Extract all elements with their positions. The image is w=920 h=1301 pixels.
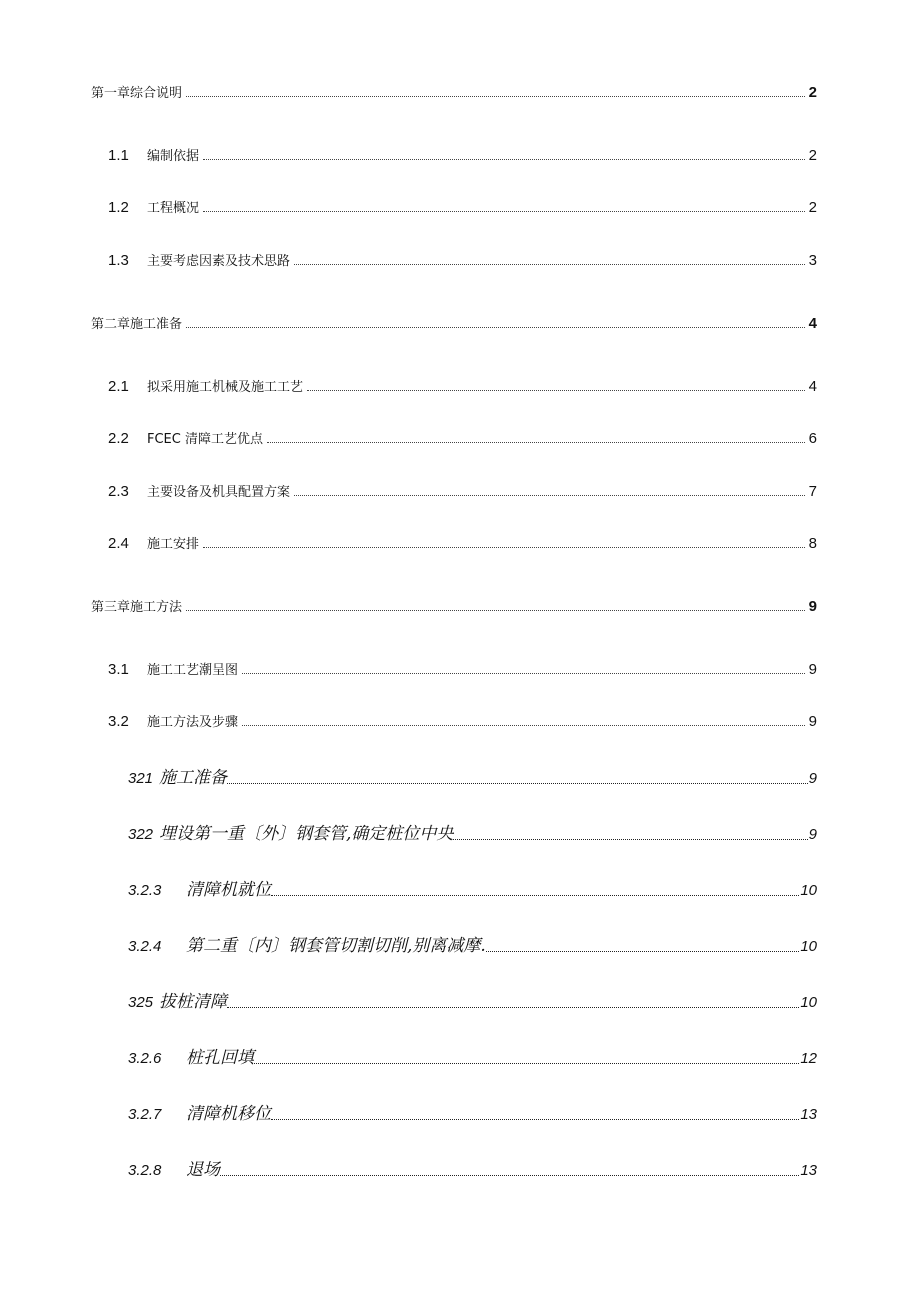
toc-entry-page: 7	[808, 483, 817, 500]
toc-entry-number: 3.2.7	[128, 1106, 162, 1123]
toc-entry-page: 3	[808, 252, 817, 269]
toc-entry-3-2-5[interactable]	[128, 987, 817, 1012]
toc-entry-2-3[interactable]	[108, 481, 817, 500]
toc-entry-title: 工程概况	[147, 201, 200, 216]
toc-entry-page: 10	[800, 938, 817, 955]
toc-entry-title: 清障机移位	[186, 1104, 271, 1124]
toc-entry-page: 13	[800, 1162, 817, 1179]
toc-entry-page: 6	[808, 430, 817, 447]
toc-entry-title: 第一章综合说明	[91, 86, 183, 101]
toc-entry-title: 施工方法及步骤	[147, 715, 239, 730]
dot-leader	[307, 389, 805, 391]
toc-entry-number: 2.3	[108, 483, 129, 500]
toc-entry-title: 编制依据	[147, 149, 200, 164]
dot-leader	[203, 210, 805, 212]
dot-leader	[186, 95, 805, 97]
toc-entry-page: 9	[808, 770, 817, 787]
toc-entry-1-1[interactable]	[108, 145, 817, 164]
toc-entry-chapter-2[interactable]	[91, 313, 817, 332]
toc-entry-title: 拟采用施工机械及施工工艺	[147, 380, 304, 395]
dot-leader	[242, 724, 805, 726]
toc-entry-title: 第二重〔内〕钢套管切割切削,别离减摩.	[186, 936, 486, 956]
toc-entry-2-2[interactable]	[108, 428, 817, 447]
dot-leader	[227, 1006, 799, 1008]
toc-entry-number: 3.1	[108, 661, 129, 678]
toc-entry-number: 321	[128, 770, 154, 787]
toc-entry-3-2-2[interactable]	[128, 819, 817, 844]
toc-entry-number: 1.2	[108, 199, 129, 216]
toc-entry-chapter-3[interactable]	[91, 596, 817, 615]
toc-entry-number: 3.2.8	[128, 1162, 162, 1179]
toc-entry-3-2-3[interactable]	[128, 875, 817, 900]
toc-entry-number: 2.2	[108, 430, 129, 447]
toc-entry-title: 施工安排	[147, 537, 200, 552]
toc-entry-number: 322	[128, 826, 154, 843]
toc-entry-title: 施工工艺潮呈图	[147, 663, 239, 678]
toc-entry-3-2[interactable]	[108, 711, 817, 730]
dot-leader	[271, 1118, 799, 1120]
toc-entry-1-3[interactable]	[108, 250, 817, 269]
toc-entry-title: 第二章施工准备	[91, 317, 183, 332]
dot-leader	[203, 158, 805, 160]
toc-entry-page: 4	[808, 378, 817, 395]
toc-entry-title: 施工准备	[159, 768, 228, 788]
toc-entry-3-2-7[interactable]	[128, 1099, 817, 1124]
toc-entry-3-2-1[interactable]	[128, 763, 817, 788]
dot-leader	[186, 326, 805, 328]
toc-entry-number: 3.2.3	[128, 882, 162, 899]
toc-entry-page: 8	[808, 535, 817, 552]
dot-leader	[453, 838, 807, 840]
toc-entry-number: 325	[128, 994, 154, 1011]
toc-entry-title: 第三章施工方法	[91, 600, 183, 615]
toc-entry-page: 10	[800, 882, 817, 899]
toc-entry-title: FCEC 清障工艺优点	[147, 432, 263, 447]
dot-leader	[186, 609, 805, 611]
toc-entry-page: 2	[808, 147, 817, 164]
toc-entry-chapter-1[interactable]	[91, 82, 817, 101]
toc-entry-page: 12	[800, 1050, 817, 1067]
toc-entry-number: 2.1	[108, 378, 129, 395]
dot-leader	[294, 494, 805, 496]
toc-entry-page: 4	[808, 315, 817, 332]
dot-leader	[271, 894, 799, 896]
dot-leader	[486, 950, 800, 952]
toc-entry-page: 9	[808, 713, 817, 730]
toc-entry-title: 桩孔回填	[186, 1048, 254, 1068]
toc-entry-title: 退场	[186, 1160, 220, 1180]
toc-entry-2-1[interactable]	[108, 376, 817, 395]
toc-entry-page: 2	[808, 199, 817, 216]
toc-entry-page: 9	[808, 598, 817, 615]
toc-entry-page: 2	[808, 84, 817, 101]
toc-entry-3-2-6[interactable]	[128, 1043, 817, 1068]
toc-entry-3-1[interactable]	[108, 659, 817, 678]
toc-entry-number: 2.4	[108, 535, 129, 552]
dot-leader	[242, 672, 805, 674]
toc-entry-number: 1.3	[108, 252, 129, 269]
toc-entry-title: 拔桩清障	[159, 992, 228, 1012]
toc-entry-number: 3.2.6	[128, 1050, 162, 1067]
toc-entry-title: 埋设第一重〔外〕钢套管,确定桩位中央	[159, 824, 454, 844]
toc-entry-1-2[interactable]	[108, 197, 817, 216]
toc-entry-page: 9	[808, 661, 817, 678]
toc-entry-number: 3.2	[108, 713, 129, 730]
dot-leader	[267, 441, 805, 443]
toc-entry-number: 3.2.4	[128, 938, 162, 955]
toc-entry-number: 1.1	[108, 147, 129, 164]
dot-leader	[203, 546, 805, 548]
toc-entry-2-4[interactable]	[108, 533, 817, 552]
toc-entry-3-2-8[interactable]	[128, 1155, 817, 1180]
toc-entry-page: 13	[800, 1106, 817, 1123]
toc-entry-title: 主要设备及机具配置方案	[147, 485, 291, 500]
toc-entry-title: 清障机就位	[186, 880, 271, 900]
toc-entry-page: 10	[800, 994, 817, 1011]
dot-leader	[220, 1174, 799, 1176]
dot-leader	[227, 782, 808, 784]
toc-entry-page: 9	[808, 826, 817, 843]
dot-leader	[294, 263, 805, 265]
toc-entry-title: 主要考虑因素及技术思路	[147, 254, 291, 269]
dot-leader	[254, 1062, 799, 1064]
toc-entry-3-2-4[interactable]	[128, 931, 817, 956]
